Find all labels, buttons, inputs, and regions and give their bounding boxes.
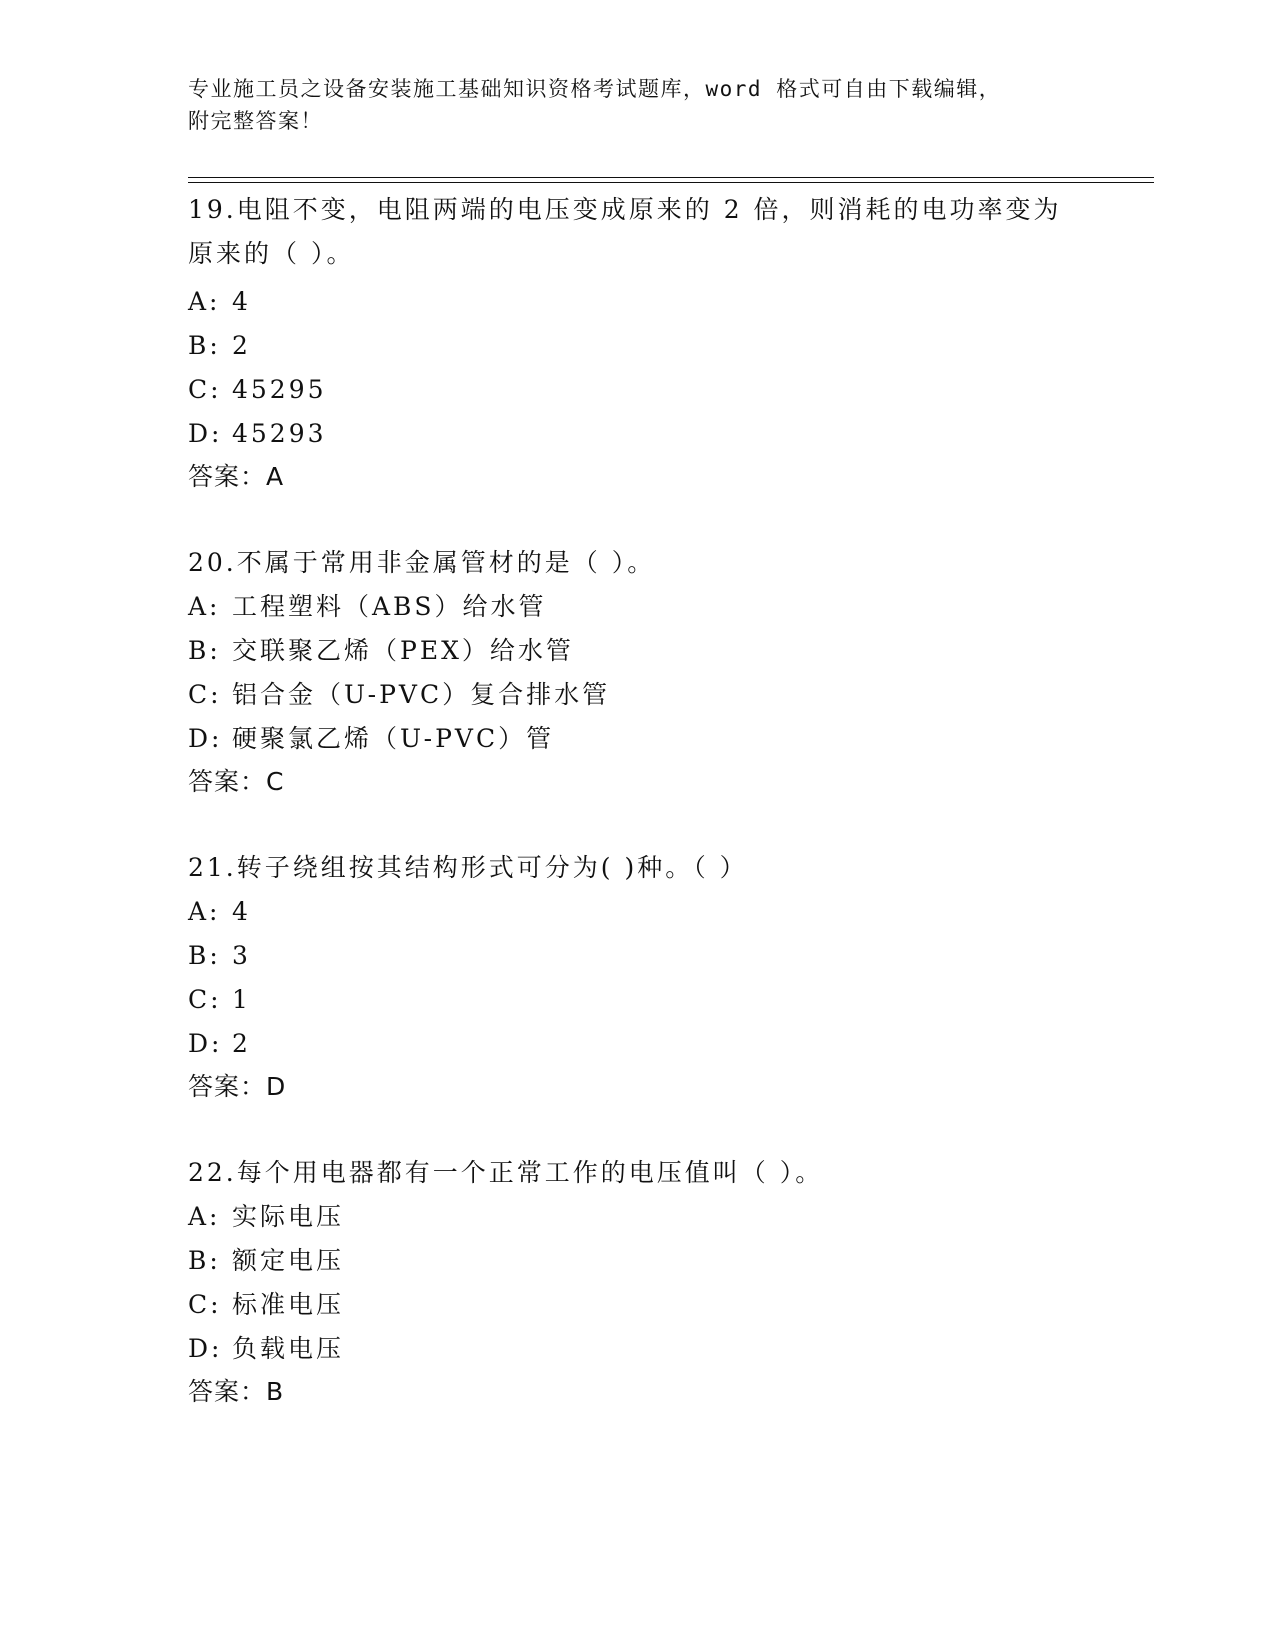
question-21-text: 21.转子绕组按其结构形式可分为( )种。（ ） [188,853,748,882]
question-22-option-b [188,1248,344,1273]
question-22-option-a [188,1204,344,1229]
question-21-option-d [188,1031,251,1056]
question-22-option-d [188,1336,344,1361]
question-19-answer: 答案：A [188,462,285,491]
question-20-option-c [188,682,610,707]
document-header-line-1: 专业施工员之设备安装施工基础知识资格考试题库，word 格式可自由下载编辑， [188,77,1002,101]
option-text: 硬聚氯乙烯（U-PVC）管 [232,724,555,753]
question-21-option-a [188,899,251,924]
header-divider-top [188,177,1154,178]
option-text: 铝合金（U-PVC）复合排水管 [232,680,611,709]
question-19-option-a [188,289,251,314]
option-text: 实际电压 [232,1202,345,1231]
option-text: 工程塑料（ABS）给水管 [232,592,547,621]
question-22-option-c [188,1292,344,1317]
option-key: A: [188,897,221,926]
option-text: 4 [232,897,251,926]
option-key: D: [188,1029,223,1058]
option-key: B: [188,941,221,970]
option-key: C: [188,985,222,1014]
option-text: 交联聚乙烯（PEX）给水管 [232,636,574,665]
question-20-option-d [188,726,554,751]
option-text: 2 [232,1029,251,1058]
option-text: 1 [232,985,251,1014]
option-text: 额定电压 [232,1246,345,1275]
question-22-text: 22.每个用电器都有一个正常工作的电压值叫（ ）。 [188,1158,824,1187]
option-text: 标准电压 [232,1290,345,1319]
option-key: C: [188,680,222,709]
option-key: D: [188,1334,223,1363]
option-text: 4 [232,287,251,316]
header-divider-bottom [188,182,1154,183]
option-key: A: [188,592,221,621]
option-key: B: [188,636,221,665]
option-key: B: [188,1246,221,1275]
question-19-option-c [188,377,327,402]
option-key: C: [188,1290,222,1319]
option-text: 负载电压 [232,1334,345,1363]
option-key: A: [188,1202,221,1231]
option-key: D: [188,724,223,753]
question-21-option-b [188,943,251,968]
question-20-option-a [188,594,547,619]
question-21-answer: 答案：D [188,1072,287,1101]
option-text: 45293 [232,419,327,448]
question-19-text-cont: 原来的（ ）。 [188,239,355,268]
option-key: A: [188,287,221,316]
question-19-option-b [188,333,251,358]
document-header-line-2: 附完整答案！ [188,109,323,133]
question-20-option-b [188,638,574,663]
option-key: C: [188,375,222,404]
question-19-option-d [188,421,327,446]
option-text: 3 [232,941,251,970]
question-21-option-c [188,987,251,1012]
option-text: 2 [232,331,251,360]
option-key: D: [188,419,223,448]
question-20-text: 20.不属于常用非金属管材的是（ ）。 [188,548,656,577]
option-key: B: [188,331,221,360]
question-22-answer: 答案：B [188,1377,285,1406]
question-19-text: 19.电阻不变，电阻两端的电压变成原来的 2 倍，则消耗的电功率变为 [188,195,1062,224]
question-20-answer: 答案：C [188,767,285,796]
option-text: 45295 [232,375,327,404]
